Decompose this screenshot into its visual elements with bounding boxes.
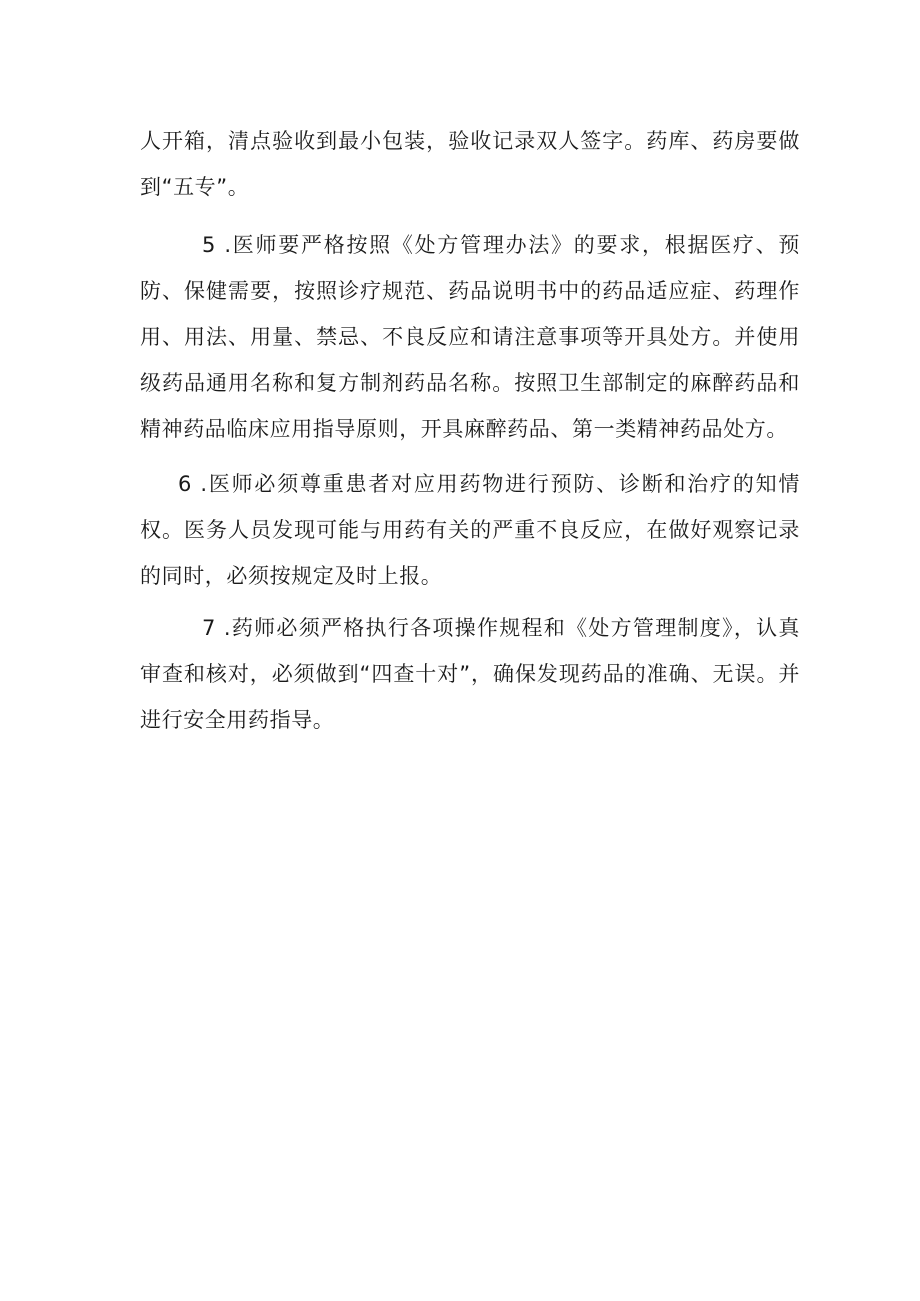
- paragraph-item-7: 7 .药师必须严格执行各项操作规程和《处方管理制度》，认真审查和核对，必须做到“四查十对”，确保发现药品的准确、无误。并进行安全用药指导。: [140, 616, 800, 732]
- paragraph-item-6: 6 .医师必须尊重患者对应用药物进行预防、诊断和治疗的知情权。医务人员发现可能与用药有关的严重不良反应，在做好观察记录的同时，必须按规定及时上报。: [140, 472, 800, 588]
- paragraph-item-5: 5 .医师要严格按照《处方管理办法》的要求，根据医疗、预防、保健需要，按照诊疗规范、药品说明书中的药品适应症、药理作用、用法、用量、禁忌、不良反应和请注意事项等开具处方。并使用级药品通用名称和复方制剂药品名称。按照卫生部制定的麻醉药品和精神药品临床应用指导原则，开具麻醉药品、第一类精神药品处方。: [140, 233, 800, 441]
- paragraph-continued: 人开箱，清点验收到最小包装，验收记录双人签字。药库、药房要做到“五专”。: [140, 129, 800, 199]
